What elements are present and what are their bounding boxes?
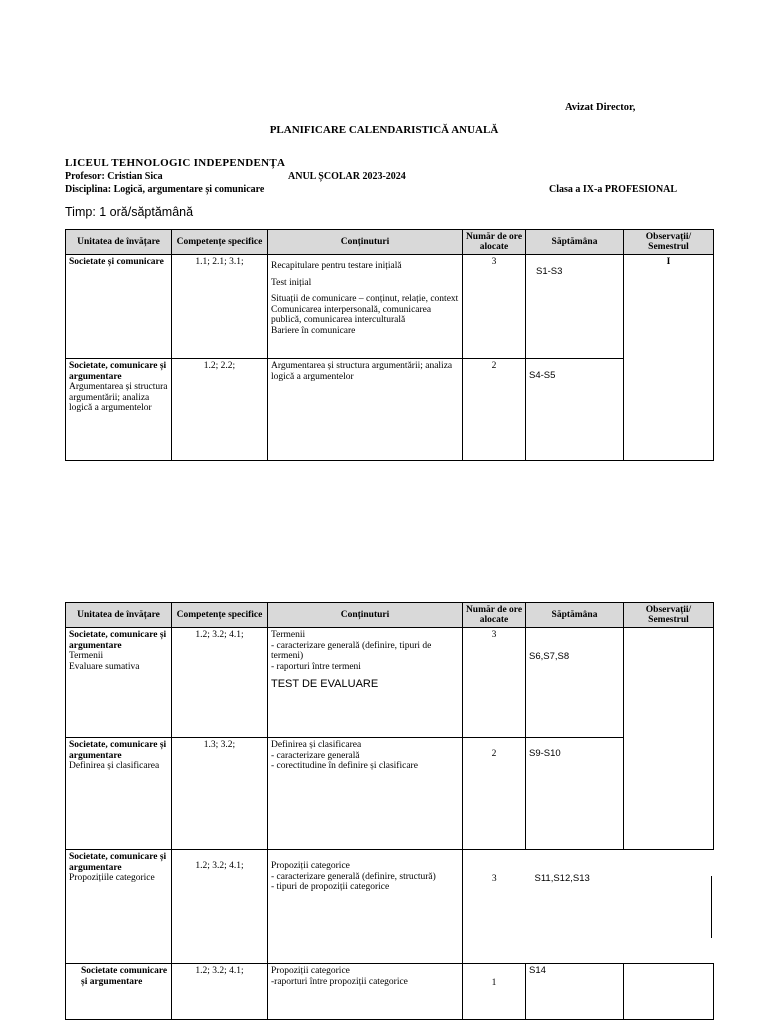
- competente-value: 1.2; 3.2; 4.1;: [195, 861, 244, 871]
- unit-subtitle: Termenii: [69, 651, 104, 661]
- stray-border-line: [711, 876, 712, 938]
- week-cell: [526, 255, 624, 359]
- content-cell: [268, 255, 463, 359]
- week-label: S14: [529, 965, 546, 976]
- hours-cell: [463, 850, 526, 964]
- content-line: Definirea și clasificarea: [271, 740, 362, 750]
- unit-subtitle: Evaluare sumativa: [69, 661, 140, 672]
- hours-cell: 2: [463, 359, 526, 461]
- table-row: [66, 738, 714, 850]
- hours-value: 1: [491, 978, 497, 988]
- content-cell: [268, 850, 463, 964]
- header-unitate: Unitatea de învățare: [66, 603, 172, 628]
- week-label: S11,S12,S13: [534, 873, 590, 884]
- week-label: S9-S10: [529, 748, 561, 759]
- unit-title: Societate, comunicare și argumentare: [69, 740, 167, 761]
- content-line: - caracterizare generală (definire, tipuri de termeni): [271, 640, 432, 661]
- unit-title: Societate, comunicare și argumentare: [69, 852, 167, 873]
- content-line: Comunicarea interpersonală, comunicarea publică, comunicarea interculturală: [271, 304, 432, 325]
- week-label: S1-S3: [536, 266, 563, 277]
- unit-subtitle: Propozițiile categorice: [69, 873, 155, 883]
- content-cell: [268, 628, 463, 738]
- competente-cell: 1.3; 3.2;: [172, 738, 268, 850]
- content-line: -raporturi între propoziții categorice: [271, 976, 408, 987]
- teacher-name: Profesor: Cristian Sica: [65, 171, 163, 182]
- content-line: - caracterizare generală: [271, 750, 360, 761]
- table-row: [66, 964, 714, 1020]
- content-line: Test inițial: [271, 277, 312, 288]
- unit-cell: [66, 850, 172, 964]
- week-cell: [526, 738, 624, 850]
- table-row: [66, 359, 714, 461]
- header-ore: Număr de ore alocate: [463, 603, 526, 628]
- week-cell: [526, 359, 624, 461]
- unit-cell: [66, 738, 172, 850]
- planning-table-2: [65, 602, 714, 1020]
- competente-cell: 1.1; 2.1; 3.1;: [172, 255, 268, 359]
- hours-cell: 3: [463, 628, 526, 738]
- unit-title: Societate și comunicare: [69, 257, 164, 267]
- week-label: S4-S5: [529, 370, 556, 381]
- header-continuturi: Conținuturi: [268, 603, 463, 628]
- discipline: Disciplina: Logică, argumentare și comunicare: [65, 184, 265, 195]
- content-line: Situații de comunicare – conținut, relație, context: [271, 294, 459, 304]
- content-line: - corectitudine în definire și clasificare: [271, 761, 418, 771]
- hours-cell: 3: [463, 255, 526, 359]
- hours-value: 2: [491, 749, 497, 759]
- header-competente: Competențe specifice: [172, 230, 268, 255]
- school-year: ANUL ȘCOLAR 2023-2024: [288, 171, 406, 182]
- table-row: [66, 628, 714, 738]
- content-line: - caracterizare generală (definire, structură): [271, 871, 436, 882]
- observatii-cell: [624, 628, 714, 850]
- header-observatii: Observații/ Semestrul: [624, 230, 714, 255]
- test-label: TEST DE EVALUARE: [271, 678, 379, 690]
- unit-subtitle: Argumentarea și structura argumentării; analiza logică a argumentelor: [69, 382, 168, 413]
- content-line: Bariere în comunicare: [271, 325, 356, 336]
- header-unitate: Unitatea de învățare: [66, 230, 172, 255]
- week-cell: [526, 850, 624, 964]
- content-cell: [268, 738, 463, 850]
- unit-cell: [66, 255, 172, 359]
- time-allocation: Timp: 1 oră/săptămână: [65, 205, 194, 219]
- hours-cell: [463, 964, 526, 1020]
- header-saptamana: Săptămâna: [526, 603, 624, 628]
- competente-cell: 1.2; 3.2; 4.1;: [172, 628, 268, 738]
- content-line: Propoziții categorice: [271, 966, 350, 976]
- unit-cell: [66, 628, 172, 738]
- header-continuturi: Conținuturi: [268, 230, 463, 255]
- unit-cell: [66, 964, 172, 1020]
- content-line: Recapitulare pentru testare inițială: [271, 261, 402, 271]
- observatii-cell: [624, 850, 714, 964]
- avizat-director: Avizat Director,: [565, 102, 636, 113]
- week-cell: [526, 628, 624, 738]
- document-title: PLANIFICARE CALENDARISTICĂ ANUALĂ: [269, 124, 499, 136]
- semester-cell: I: [624, 255, 714, 461]
- table-row: [66, 850, 714, 964]
- header-saptamana: Săptămâna: [526, 230, 624, 255]
- content-line: - raporturi între termeni: [271, 661, 361, 672]
- planning-table-1: [65, 229, 714, 461]
- unit-title: Societate, comunicare și argumentare: [69, 361, 167, 382]
- content-line: Propoziții categorice: [271, 861, 350, 871]
- competente-cell: 1.2; 2.2;: [172, 359, 268, 461]
- content-line: Argumentarea și structura argumentării; analiza logică a argumentelor: [271, 361, 453, 382]
- unit-title: Societate comunicare și argumentare: [81, 966, 168, 987]
- competente-cell: [172, 850, 268, 964]
- unit-cell: [66, 359, 172, 461]
- class-level: Clasa a IX-a PROFESIONAL: [549, 184, 678, 195]
- week-label: S6,S7,S8: [529, 651, 570, 662]
- school-name: LICEUL TEHNOLOGIC INDEPENDENȚA: [65, 157, 286, 169]
- content-line: - tipuri de propoziții categorice: [271, 882, 390, 892]
- content-cell: [268, 964, 463, 1020]
- competente-cell: 1.2; 3.2; 4.1;: [172, 964, 268, 1020]
- observatii-cell: [624, 964, 714, 1020]
- header-observatii: Observații/ Semestrul: [624, 603, 714, 628]
- unit-subtitle: Definirea și clasificarea: [69, 761, 160, 771]
- hours-value: 3: [491, 874, 497, 884]
- unit-title: Societate, comunicare și argumentare: [69, 630, 167, 651]
- hours-cell: [463, 738, 526, 850]
- header-ore: Număr de ore alocate: [463, 230, 526, 255]
- table-row: [66, 255, 714, 359]
- week-cell: [526, 964, 624, 1020]
- header-competente: Competențe specifice: [172, 603, 268, 628]
- content-cell: [268, 359, 463, 461]
- content-line: Termenii: [271, 630, 306, 640]
